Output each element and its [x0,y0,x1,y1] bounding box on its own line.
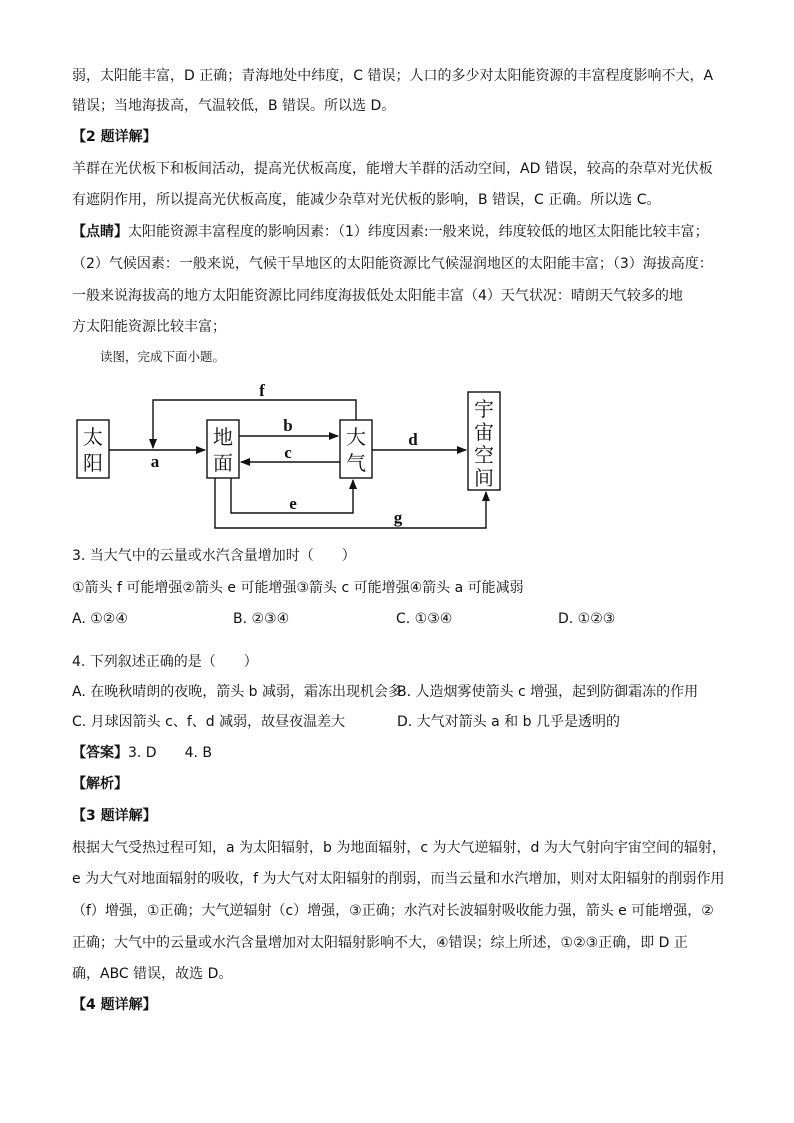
section-heading: 【4 题详解】 [72,997,157,1013]
sun-label-1: 太 [83,427,103,449]
arrow-d-label: d [408,430,418,449]
atm-label-2: 气 [346,453,366,475]
ground-label-2: 面 [213,453,233,475]
atm-label-1: 大 [346,427,366,449]
space-label-1: 宇 [474,399,494,421]
ground-label-1: 地 [213,427,233,449]
paragraph-line: 一般来说海拔高的地方太阳能资源比同纬度海拔低处太阳能丰富（4）天气状况：晴朗天气较多的地 [72,288,683,304]
tip-label: 【点睛】 [72,224,128,240]
arrow-g-label: g [393,508,403,527]
answer-label: 【答案】 [72,745,128,761]
space-label-2: 宙 [474,422,494,444]
paragraph-line: 方太阳能资源比较丰富； [72,319,226,335]
arrow-g [215,478,486,528]
paragraph-line: 羊群在光伏板下和板间活动，提高光伏板高度，能增大羊群的活动空间，AD 错误，较高的杂草对光伏板 [72,161,713,177]
analysis-line: （f）增强，①正确；大气逆辐射（c）增强，③正确；水汽对长波辐射吸收能力强，箭头 e 可能增强，② [72,903,714,919]
question-3-stem: 3. 当大气中的云量或水汽含量增加时（ ） [72,548,356,564]
arrow-b-label: b [283,416,293,435]
diagram-intro: 读图，完成下面小题。 [100,349,226,364]
analysis-line: e 为大气对地面辐射的吸收，f 为大气对太阳辐射的削弱，而当云量和水汽增加，则对太阳辐射的削弱作用 [72,871,725,887]
paragraph-line: 弱，太阳能丰富，D 正确；青海地处中纬度，C 错误；人口的多少对太阳能资源的丰富程度影响不大，A [72,68,714,84]
question-4-stem: 4. 下列叙述正确的是（ ） [72,654,258,670]
q4-option-d: D. 大气对箭头 a 和 b 几乎是透明的 [397,714,620,730]
arrow-a-label: a [150,452,160,471]
q3-option-a: A. ①②④ [72,611,128,627]
analysis-heading: 【解析】 [72,776,128,792]
space-label-3: 空 [474,445,494,467]
paragraph-line: 错误；当地海拔高，气温较低，B 错误。所以选 D。 [72,98,396,114]
q3-option-c: C. ①③④ [396,611,453,627]
arrow-f [153,400,356,448]
paragraph-line: 有遮阴作用，所以提高光伏板高度，能减少杂草对光伏板的影响，B 错误，C 正确。所以选 C。 [72,192,661,208]
section-heading: 【3 题详解】 [72,808,157,824]
question-3-statements: ①箭头 f 可能增强②箭头 e 可能增强③箭头 c 可能增强④箭头 a 可能减弱 [72,580,524,596]
q4-option-c: C. 月球因箭头 c、f、d 减弱，故昼夜温差大 [72,714,346,730]
sun-label-2: 阳 [83,453,103,475]
analysis-line: 正确；大气中的云量或水汽含量增加对太阳辐射影响不大，④错误；综上所述，①②③正确，即 D 正 [72,935,688,951]
answer-value: 3. D 4. B [128,745,212,761]
tip-line [72,222,732,242]
q3-option-b: B. ②③④ [233,611,290,627]
analysis-line: 根据大气受热过程可知，a 为太阳辐射，b 为地面辐射，c 为大气逆辐射，d 为大气射向宇宙空间的辐射， [72,840,726,856]
q3-option-d: D. ①②③ [558,611,616,627]
q4-option-b: B. 人造烟雾使箭头 c 增强，起到防御霜冻的作用 [397,684,699,700]
q4-option-a: A. 在晚秋晴朗的夜晚，箭头 b 减弱，霜冻出现机会多 [72,684,403,700]
section-heading: 【2 题详解】 [72,129,157,145]
arrow-c-label: c [284,443,292,462]
arrow-f-label: f [259,381,265,400]
paragraph-line: （2）气候因素：一般来说，气候干旱地区的太阳能资源比气候湿润地区的太阳能丰富；（3）海拔高度： [72,256,713,272]
tip-text: 太阳能资源丰富程度的影响因素：（1）纬度因素:一般来说，纬度较低的地区太阳能比较丰富； [128,224,709,240]
analysis-line: 确，ABC 错误，故选 D。 [72,966,233,982]
heat-process-diagram [60,372,540,537]
answer-line [72,743,732,763]
space-label-4: 间 [474,468,494,490]
arrow-e-label: e [289,494,297,513]
